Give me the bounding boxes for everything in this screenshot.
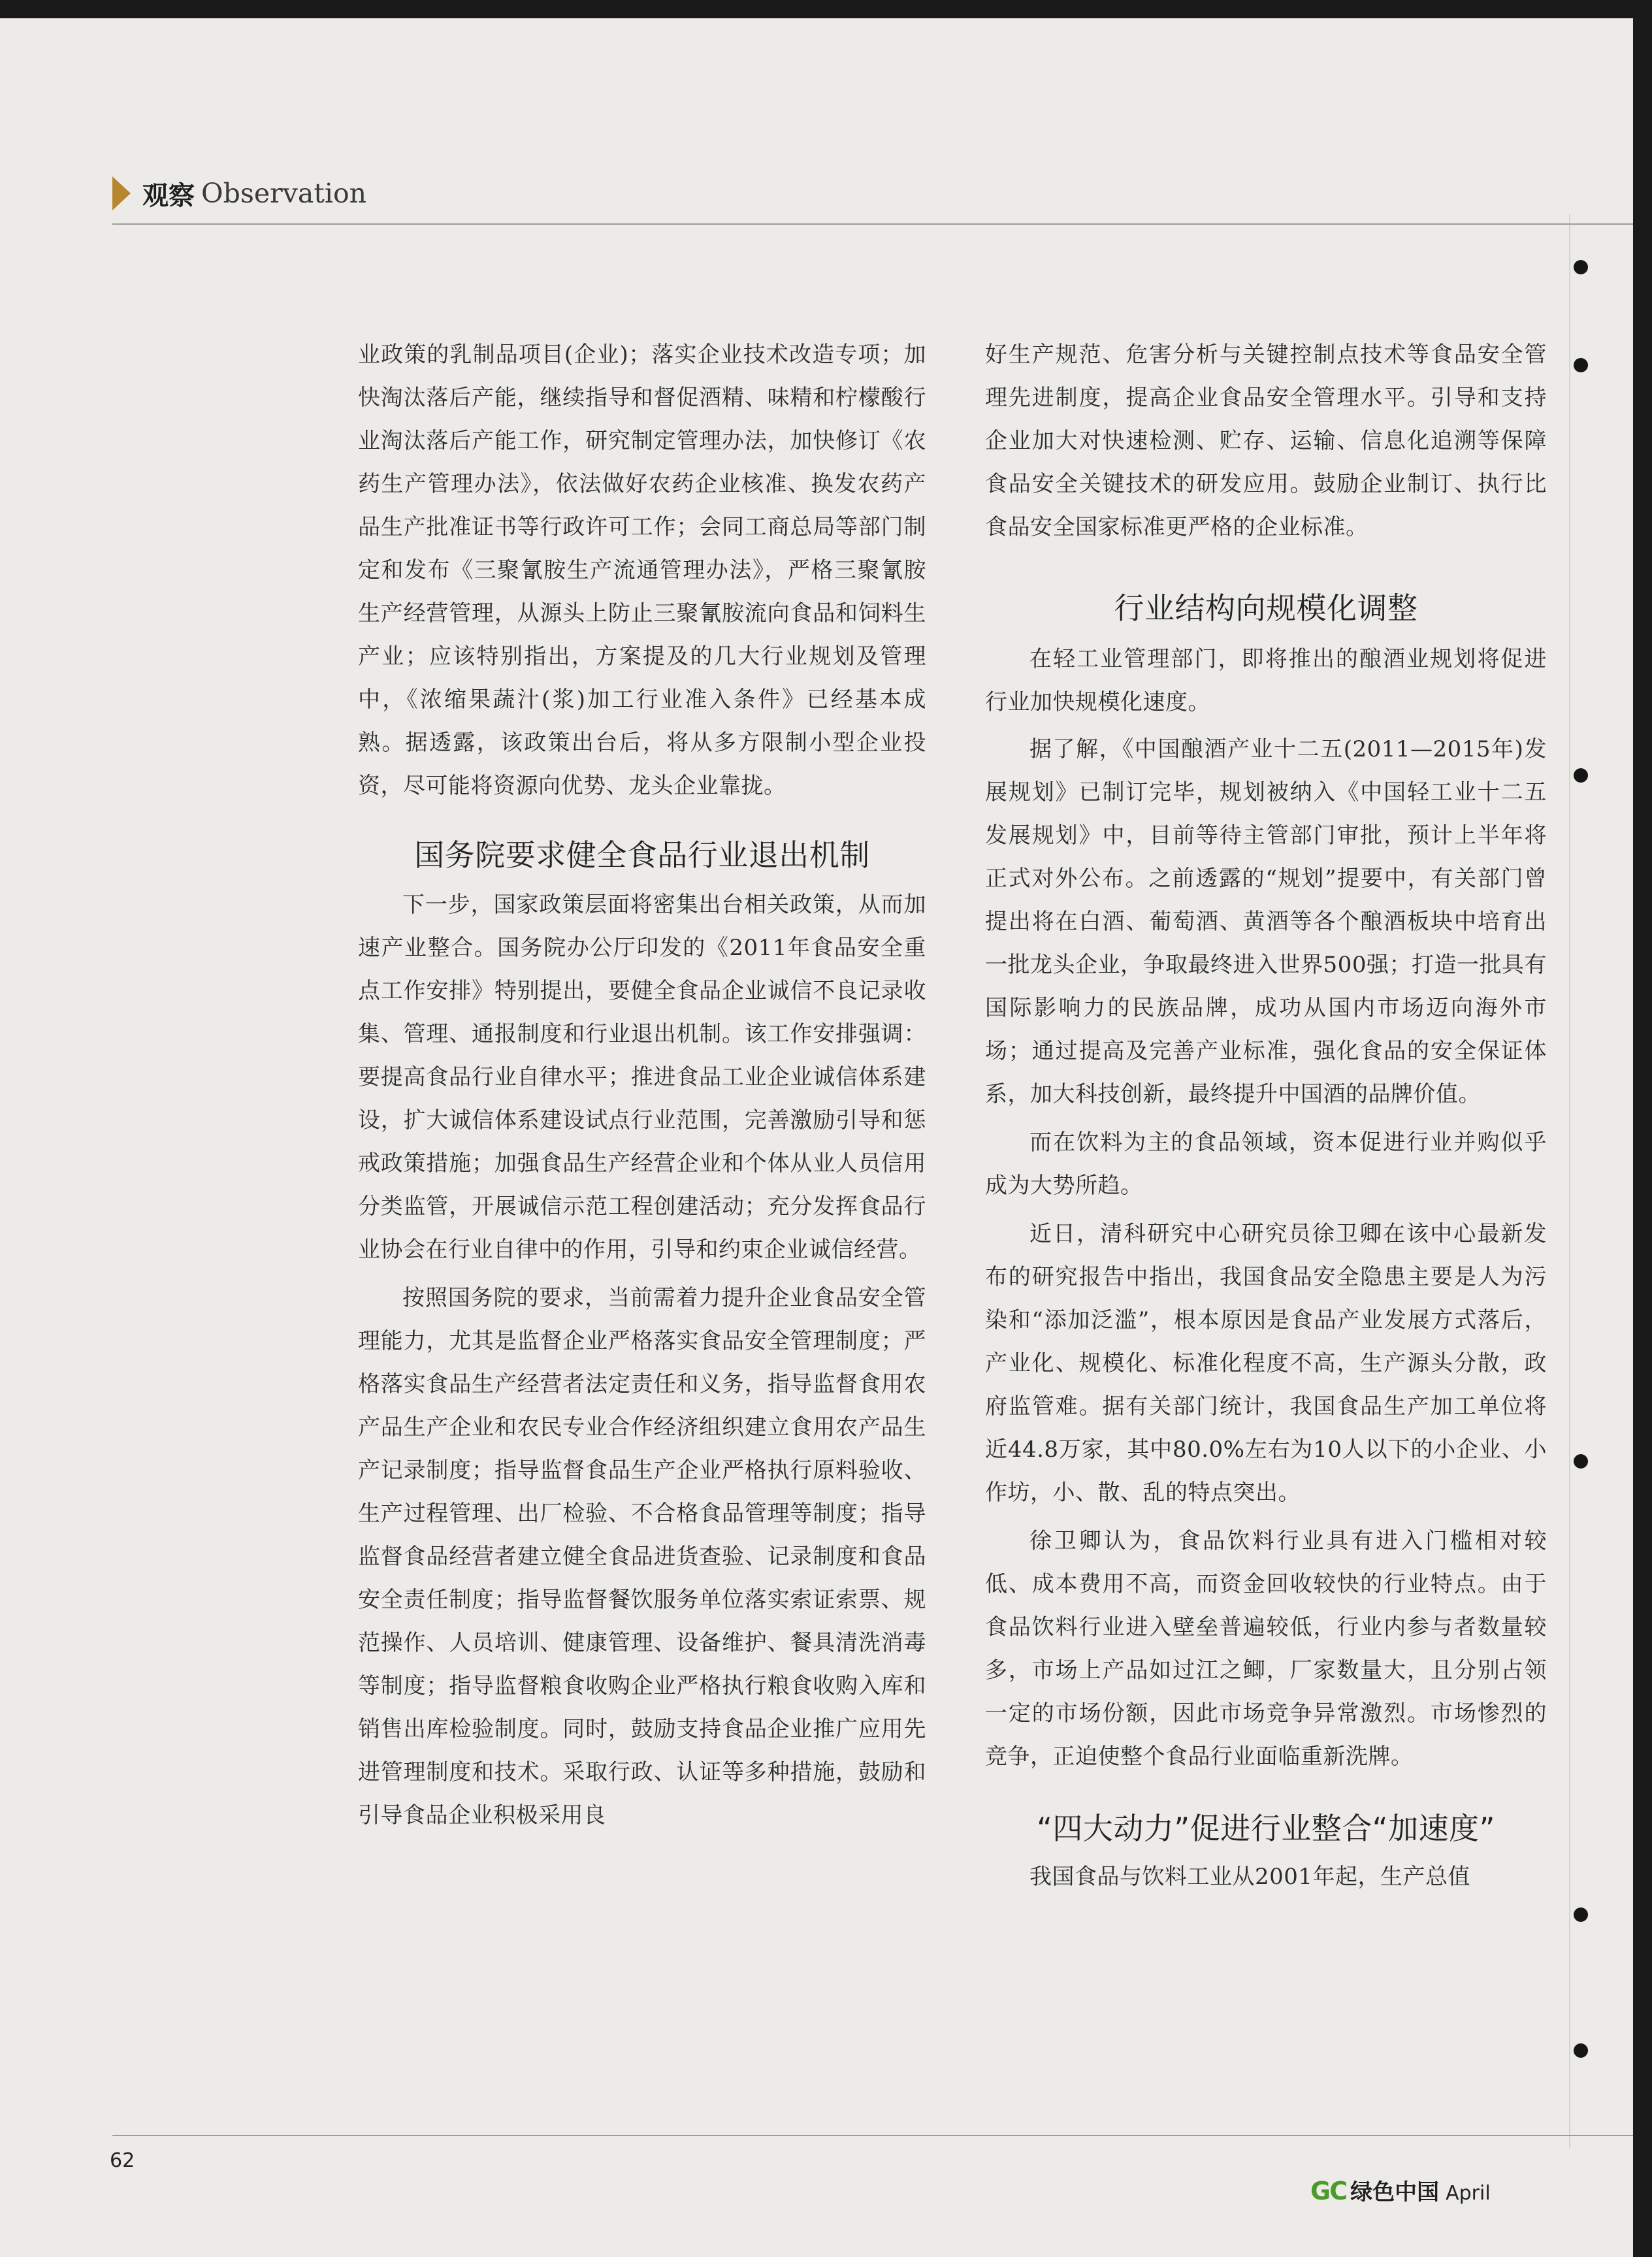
paragraph: 在轻工业管理部门，即将推出的酿酒业规划将促进行业加快规模化速度。 <box>985 646 1547 715</box>
paragraph: 下一步，国家政策层面将密集出台相关政策，从而加速产业整合。国务院办公厅印发的《2011年食品安全重点工作安排》特别提出，要健全食品企业诚信不良记录收集、管理、通报制度和行业退出机制。该工作安排强调：要提高食品行业自律水平；推进食品工业企业诚信体系建设，扩大诚信体系建设试点行业范围，完善激励引导和惩戒政策措施；加强食品生产经营企业和个体从业人员信用分类监管，开展诚信示范工程创建活动；充分发挥食品行业协会在行业自律中的作用，引导和约束企业诚信经营。 <box>358 892 926 1263</box>
section-title-en: Observation <box>201 178 367 209</box>
section-header <box>112 175 366 212</box>
magazine-logo: GC <box>1310 2177 1347 2205</box>
magazine-name: 绿色中国 <box>1350 2179 1440 2205</box>
magazine-page <box>0 18 1633 2257</box>
binder-hole <box>1574 2043 1588 2058</box>
paragraph: 近日，清科研究中心研究员徐卫卿在该中心最新发布的研究报告中指出，我国食品安全隐患主要是人为污染和“添加泛滥”，根本原因是食品产业发展方式落后，产业化、规模化、标准化程度不高，生产源头分散，政府监管难。据有关部门统计，我国食品生产加工单位将近44.8万家，其中80.0%左右为10人以下的小企业、小作坊，小、散、乱的特点突出。 <box>985 1221 1547 1506</box>
footer-brand <box>1310 2174 1491 2206</box>
issue-month: April <box>1446 2182 1491 2205</box>
paragraph: 按照国务院的要求，当前需着力提升企业食品安全管理能力，尤其是监督企业严格落实食品安全管理制度；严格落实食品生产经营者法定责任和义务，指导监督食用农产品生产企业和农民专业合作经济组织建立食用农产品生产记录制度；指导监督食品生产企业严格执行原料验收、生产过程管理、出厂检验、不合格食品管理等制度；指导监督食品经营者建立健全食品进货查验、记录制度和食品安全责任制度；指导监督餐饮服务单位落实索证索票、规范操作、人员培训、健康管理、设备维护、餐具清洗消毒等制度；指导监督粮食收购企业严格执行粮食收购入库和销售出库检验制度。同时，鼓励支持食品企业推广应用先进管理制度和技术。采取行政、认证等多种措施，鼓励和引导食品企业积极采用良 <box>358 1285 926 1828</box>
paragraph: 徐卫卿认为，食品饮料行业具有进入门槛相对较低、成本费用不高，而资金回收较快的行业特点。由于食品饮料行业进入壁垒普遍较低，行业内参与者数量较多，市场上产品如过江之鲫，厂家数量大，且分别占领一定的市场份额，因此市场竞争异常激烈。市场惨烈的竞争，正迫使整个食品行业面临重新洗牌。 <box>985 1528 1547 1770</box>
binder-hole <box>1574 260 1588 274</box>
paragraph: 好生产规范、危害分析与关键控制点技术等食品安全管理先进制度，提高企业食品安全管理水平。引导和支持企业加大对快速检测、贮存、运输、信息化追溯等保障食品安全关键技术的研发应用。鼓励企业制订、执行比食品安全国家标准更严格的企业标准。 <box>985 342 1547 540</box>
header-rule <box>112 223 1633 225</box>
subheading: 国务院要求健全食品行业退出机制 <box>414 837 870 873</box>
paragraph: 据了解，《中国酿酒产业十二五(2011—2015年)发展规划》已制订完毕，规划被纳入《中国轻工业十二五发展规划》中，目前等待主管部门审批，预计上半年将正式对外公布。之前透露的“规划”提要中，有关部门曾提出将在白酒、葡萄酒、黄酒等各个酿酒板块中培育出一批龙头企业，争取最终进入世界500强；打造一批具有国际影响力的民族品牌，成功从国内市场迈向海外市场；通过提高及完善产业标准，强化食品的安全保证体系，加大科技创新，最终提升中国酒的品牌价值。 <box>985 736 1547 1107</box>
triangle-marker-icon <box>112 176 131 210</box>
binder-hole <box>1574 1908 1588 1922</box>
subheading: “四大动力”促进行业整合“加速度” <box>1037 1811 1495 1846</box>
paragraph: 而在饮料为主的食品领域，资本促进行业并购似乎成为大势所趋。 <box>985 1129 1547 1199</box>
subheading: 行业结构向规模化调整 <box>1114 591 1418 626</box>
binder-strip <box>1569 214 1582 2148</box>
binder-hole <box>1574 768 1588 783</box>
paragraph: 业政策的乳制品项目(企业)；落实企业技术改造专项；加快淘汰落后产能，继续指导和督促酒精、味精和柠檬酸行业淘汰落后产能工作，研究制定管理办法，加快修订《农药生产管理办法》，依法做好农药企业核准、换发农药产品生产批准证书等行政许可工作；会同工商总局等部门制定和发布《三聚氰胺生产流通管理办法》，严格三聚氰胺生产经营管理，从源头上防止三聚氰胺流向食品和饲料生产业；应该特别指出，方案提及的几大行业规划及管理中，《浓缩果蔬汁(浆)加工行业准入条件》已经基本成熟。据透露，该政策出台后，将从多方限制小型企业投资，尽可能将资源向优势、龙头企业靠拢。 <box>358 342 926 799</box>
footer-rule <box>112 2135 1633 2136</box>
binder-hole <box>1574 1454 1588 1469</box>
paragraph: 我国食品与饮料工业从2001年起，生产总值 <box>1029 1864 1471 1890</box>
article-column-left <box>358 333 926 1837</box>
page-number: 62 <box>110 2149 135 2172</box>
binder-hole <box>1574 358 1588 372</box>
section-title-cn: 观察 <box>142 180 195 211</box>
article-column-right <box>985 333 1547 1898</box>
